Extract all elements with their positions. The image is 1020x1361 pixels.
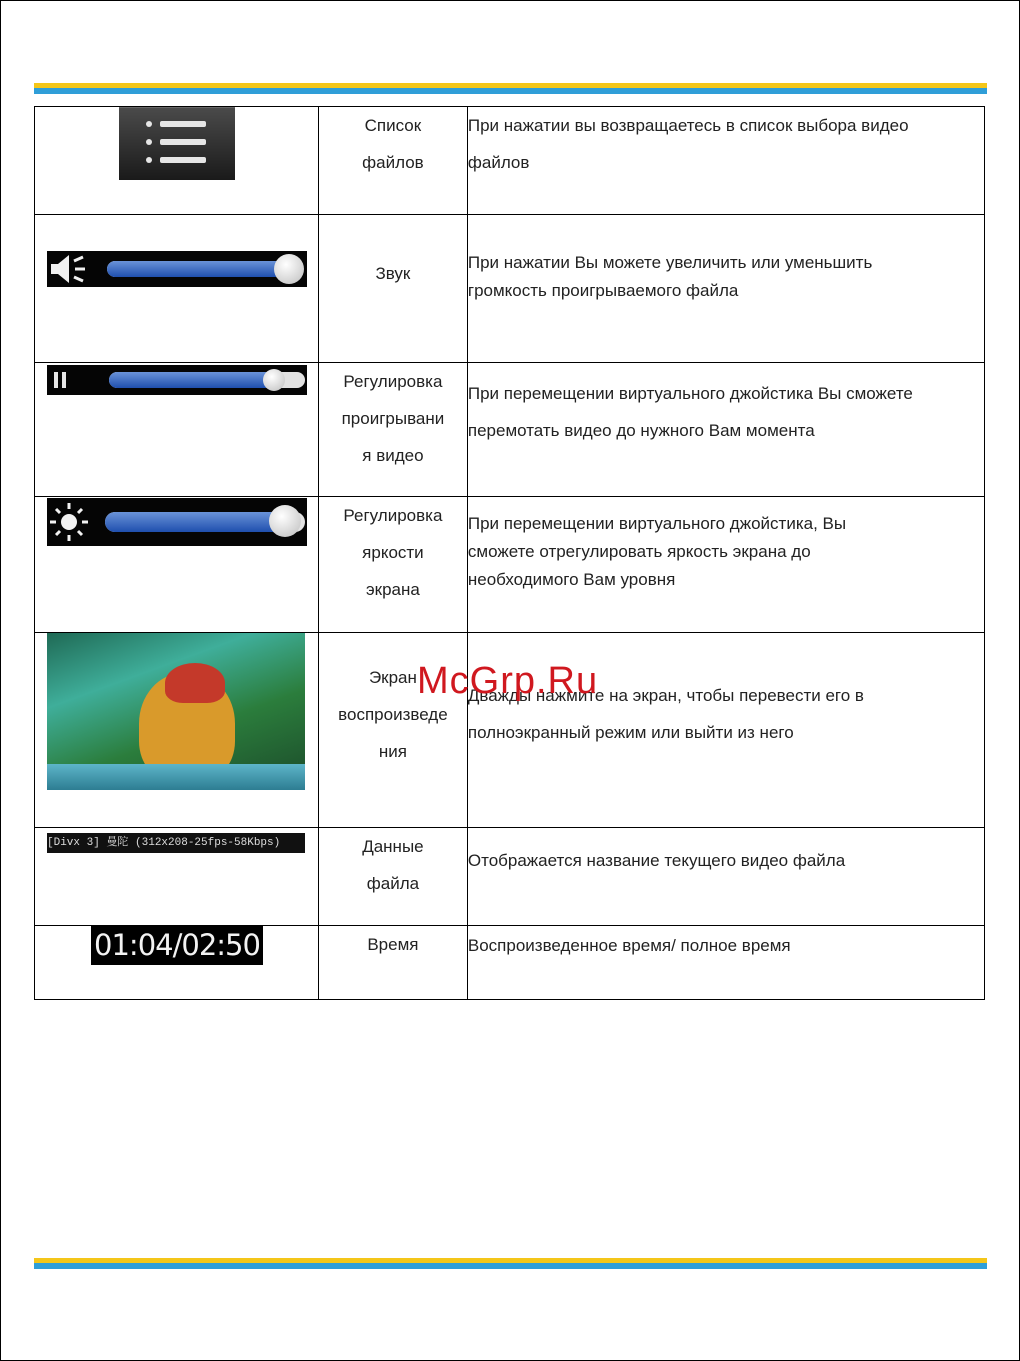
desc-line: Дважды нажмите на экран, чтобы перевести его в	[467, 686, 864, 705]
icon-cell	[35, 107, 319, 215]
name-line: экрана	[365, 580, 420, 599]
footer-stripe	[34, 1258, 987, 1269]
desc-line: полноэкранный режим или выйти из него	[467, 723, 794, 742]
name-line: Данные	[362, 837, 424, 856]
table-row	[35, 363, 985, 497]
playback-slider	[47, 365, 307, 395]
name-line: ния	[378, 742, 407, 761]
volume-knob	[274, 254, 304, 284]
icon-cell	[35, 633, 319, 828]
control-description	[467, 215, 984, 363]
control-name	[318, 215, 467, 363]
name-line: яркости	[362, 543, 424, 562]
name-line: я видео	[362, 446, 424, 465]
control-name	[318, 497, 467, 633]
volume-slider	[47, 251, 307, 287]
desc-line: перемотать видео до нужного Вам момента	[467, 421, 815, 440]
name-line: Список	[364, 116, 422, 135]
control-name	[318, 363, 467, 497]
desc-line: файлов	[467, 153, 530, 172]
sun-icon	[47, 498, 95, 546]
brightness-fill	[105, 512, 285, 532]
desc-line: необходимого Вам уровня	[467, 570, 676, 589]
icon-cell	[35, 497, 319, 633]
table-row	[35, 107, 985, 215]
video-screen-image	[47, 633, 305, 790]
time-display: 01:04/02:50	[91, 926, 263, 965]
icon-cell	[35, 215, 319, 363]
desc-line: При перемещении виртуального джойстика Вы сможете	[467, 384, 913, 403]
name-line: Регулировка	[343, 372, 443, 391]
subtitle-strip	[47, 764, 305, 790]
cartoon-hair	[165, 663, 225, 703]
playback-fill	[109, 372, 274, 388]
watermark: McGrp.Ru	[417, 660, 599, 702]
desc-line: громкость проигрываемого файла	[467, 281, 739, 300]
controls-table	[34, 106, 985, 1000]
playback-knob	[263, 369, 285, 391]
control-description	[467, 107, 984, 215]
desc-line: сможете отрегулировать яркость экрана до	[467, 542, 811, 561]
name-line: Звук	[375, 264, 411, 283]
control-description	[467, 926, 984, 1000]
desc-line: При перемещении виртуального джойстика, Вы	[467, 514, 847, 533]
control-name	[318, 828, 467, 926]
name-line: воспроизведе	[338, 705, 448, 724]
control-name	[318, 107, 467, 215]
table-row	[35, 497, 985, 633]
name-line: файлов	[362, 153, 424, 172]
control-description	[467, 497, 984, 633]
table-row	[35, 926, 985, 1000]
name-line: файла	[366, 874, 420, 893]
table-row	[35, 828, 985, 926]
icon-cell	[35, 363, 319, 497]
volume-fill	[107, 261, 289, 277]
icon-cell	[35, 828, 319, 926]
speaker-icon	[47, 251, 91, 287]
desc-line: При нажатии вы возвращаетесь в список выбора видео	[467, 116, 909, 135]
brightness-knob	[269, 505, 301, 537]
header-stripe	[34, 83, 987, 94]
desc-line: Отображается название текущего видео файла	[467, 851, 846, 870]
file-info-bar: [Divx 3] 曼陀 (312x208-25fps-58Kbps)	[47, 833, 305, 853]
brightness-slider	[47, 498, 307, 546]
icon-cell	[35, 926, 319, 1000]
table-row	[35, 215, 985, 363]
name-line: Экран	[368, 668, 417, 687]
control-description	[467, 363, 984, 497]
desc-line: Воспроизведенное время/ полное время	[467, 936, 791, 955]
file-list-icon	[119, 107, 235, 180]
name-line: Регулировка	[343, 506, 443, 525]
desc-line: При нажатии Вы можете увеличить или уменьшить	[467, 253, 873, 272]
name-line: проигрывани	[341, 409, 445, 428]
control-description	[467, 828, 984, 926]
pause-icon	[47, 365, 77, 395]
control-name	[318, 926, 467, 1000]
name-line: Время	[367, 935, 419, 954]
